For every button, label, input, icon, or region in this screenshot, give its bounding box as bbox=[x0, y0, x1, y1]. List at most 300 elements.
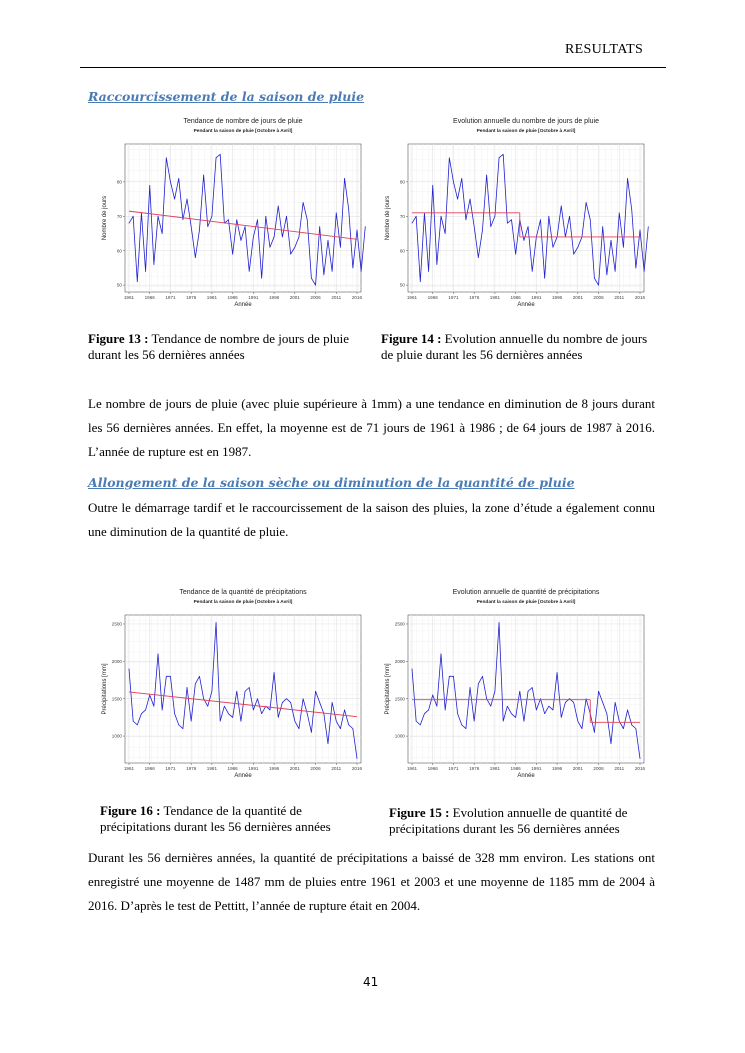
data-point bbox=[274, 672, 275, 673]
data-point bbox=[466, 219, 467, 220]
chart-title: Evolution annuelle du nombre de jours de pluie bbox=[453, 118, 599, 125]
data-point bbox=[145, 710, 146, 711]
data-point bbox=[253, 710, 254, 711]
data-point bbox=[328, 240, 329, 241]
data-point bbox=[598, 285, 599, 286]
data-point bbox=[286, 698, 287, 699]
chart-subtitle: Pendant la saison de pluie [Octobre à Avril] bbox=[476, 129, 576, 134]
data-point bbox=[245, 226, 246, 227]
x-tick-label: 1961 bbox=[406, 295, 418, 300]
data-point bbox=[561, 206, 562, 207]
data-point bbox=[582, 728, 583, 729]
y-tick-label: 80 bbox=[399, 179, 405, 185]
y-tick-label: 1000 bbox=[111, 733, 122, 739]
data-point bbox=[191, 721, 192, 722]
data-point bbox=[499, 622, 500, 623]
data-point bbox=[528, 691, 529, 692]
data-point bbox=[357, 758, 358, 759]
data-point bbox=[162, 710, 163, 711]
data-point bbox=[141, 713, 142, 714]
chart-subtitle: Pendant la saison de pluie [Octobre à Avril] bbox=[193, 129, 293, 134]
plot-panel bbox=[408, 144, 644, 292]
data-point bbox=[344, 178, 345, 179]
data-point bbox=[561, 717, 562, 718]
data-point bbox=[158, 216, 159, 217]
data-point bbox=[648, 226, 649, 227]
x-tick-label: 1986 bbox=[510, 766, 521, 771]
x-tick-label: 2011 bbox=[614, 766, 625, 771]
data-point bbox=[340, 247, 341, 248]
data-point bbox=[611, 240, 612, 241]
data-point bbox=[441, 216, 442, 217]
data-point bbox=[216, 622, 217, 623]
data-point bbox=[441, 654, 442, 655]
data-point bbox=[348, 725, 349, 726]
y-axis-label: Nombre de jours bbox=[102, 195, 108, 241]
data-point bbox=[315, 691, 316, 692]
data-point bbox=[432, 695, 433, 696]
x-tick-label: 1986 bbox=[227, 766, 238, 771]
data-point bbox=[478, 257, 479, 258]
data-point bbox=[590, 219, 591, 220]
data-point bbox=[594, 278, 595, 279]
data-point bbox=[207, 706, 208, 707]
data-point bbox=[203, 175, 204, 176]
data-point bbox=[457, 713, 458, 714]
data-point bbox=[348, 209, 349, 210]
data-point bbox=[536, 710, 537, 711]
data-point bbox=[528, 226, 529, 227]
data-point bbox=[615, 702, 616, 703]
data-point bbox=[178, 725, 179, 726]
x-tick-label: 2006 bbox=[593, 295, 604, 300]
data-point bbox=[311, 278, 312, 279]
x-tick-label: 1991 bbox=[531, 295, 542, 300]
x-tick-label: 2011 bbox=[331, 295, 342, 300]
data-point bbox=[557, 672, 558, 673]
data-point bbox=[461, 725, 462, 726]
data-point bbox=[470, 199, 471, 200]
data-point bbox=[507, 706, 508, 707]
x-tick-label: 1981 bbox=[489, 295, 501, 300]
data-point bbox=[598, 691, 599, 692]
data-point bbox=[474, 721, 475, 722]
data-point bbox=[453, 676, 454, 677]
y-tick-label: 70 bbox=[399, 213, 405, 219]
paragraph-precipitations: Durant les 56 dernières années, la quantité de précipitations a baissé de 328 mm environ. Les stations ont enregistré une moyenne de 1487 mm de pluies entre 1961 et 2003 et une moyenne de 1185 mm de 2004 à 2016. D’après le test de Pettitt, l’année de rupture était en 2004. bbox=[88, 850, 655, 913]
caption-fig15-label: Figure 15 : bbox=[389, 805, 450, 820]
y-tick-label: 2000 bbox=[111, 658, 122, 664]
data-point bbox=[503, 721, 504, 722]
data-point bbox=[145, 271, 146, 272]
data-point bbox=[249, 687, 250, 688]
data-point bbox=[245, 691, 246, 692]
data-point bbox=[212, 216, 213, 217]
data-point bbox=[278, 206, 279, 207]
data-point bbox=[553, 710, 554, 711]
data-point bbox=[619, 721, 620, 722]
x-tick-label: 2006 bbox=[593, 766, 604, 771]
caption-fig16 bbox=[100, 803, 362, 835]
data-point bbox=[133, 216, 134, 217]
data-point bbox=[515, 717, 516, 718]
x-tick-label: 1996 bbox=[551, 295, 563, 300]
x-tick-label: 1976 bbox=[186, 766, 197, 771]
data-point bbox=[606, 274, 607, 275]
data-point bbox=[594, 732, 595, 733]
data-point bbox=[478, 683, 479, 684]
data-point bbox=[270, 247, 271, 248]
data-point bbox=[228, 713, 229, 714]
x-tick-label: 2016 bbox=[634, 766, 646, 771]
data-point bbox=[515, 254, 516, 255]
data-point bbox=[573, 254, 574, 255]
caption-fig14 bbox=[381, 331, 657, 363]
y-tick-label: 60 bbox=[116, 248, 122, 254]
x-tick-label: 1971 bbox=[165, 766, 176, 771]
data-point bbox=[207, 226, 208, 227]
data-point bbox=[449, 676, 450, 677]
data-point bbox=[220, 154, 221, 155]
data-point bbox=[294, 247, 295, 248]
data-point bbox=[290, 254, 291, 255]
chart-fig15-svg bbox=[368, 585, 648, 785]
data-point bbox=[332, 702, 333, 703]
data-point bbox=[577, 247, 578, 248]
data-point bbox=[573, 702, 574, 703]
chart-fig14 bbox=[368, 114, 648, 314]
data-point bbox=[623, 728, 624, 729]
data-point bbox=[640, 230, 641, 231]
data-point bbox=[486, 698, 487, 699]
x-tick-label: 1996 bbox=[268, 766, 280, 771]
data-point bbox=[540, 219, 541, 220]
data-point bbox=[178, 178, 179, 179]
data-point bbox=[553, 247, 554, 248]
data-point bbox=[257, 219, 258, 220]
plot-panel bbox=[125, 144, 361, 292]
data-point bbox=[640, 758, 641, 759]
data-point bbox=[332, 271, 333, 272]
data-point bbox=[606, 713, 607, 714]
x-tick-label: 2006 bbox=[310, 295, 321, 300]
y-tick-label: 1000 bbox=[394, 733, 405, 739]
x-tick-label: 2016 bbox=[634, 295, 646, 300]
data-point bbox=[353, 268, 354, 269]
caption-fig13-text: Tendance de nombre de jours de pluie durant les 56 dernières années bbox=[88, 331, 350, 362]
y-axis-label: Précipitations [mm] bbox=[102, 663, 108, 715]
data-point bbox=[299, 728, 300, 729]
data-point bbox=[261, 713, 262, 714]
data-point bbox=[532, 271, 533, 272]
data-point bbox=[174, 713, 175, 714]
data-point bbox=[195, 683, 196, 684]
data-point bbox=[424, 713, 425, 714]
data-point bbox=[282, 237, 283, 238]
running-header: RESULTATS bbox=[565, 42, 644, 57]
data-point bbox=[170, 676, 171, 677]
x-tick-label: 1986 bbox=[510, 295, 521, 300]
x-tick-label: 1991 bbox=[248, 295, 259, 300]
data-point bbox=[162, 233, 163, 234]
chart-fig13 bbox=[85, 114, 365, 314]
data-point bbox=[482, 676, 483, 677]
data-point bbox=[503, 154, 504, 155]
data-point bbox=[511, 713, 512, 714]
x-tick-label: 1981 bbox=[206, 295, 218, 300]
data-point bbox=[631, 725, 632, 726]
data-point bbox=[340, 728, 341, 729]
caption-fig13 bbox=[88, 331, 356, 363]
y-tick-label: 2500 bbox=[111, 621, 122, 627]
data-point bbox=[466, 728, 467, 729]
data-point bbox=[183, 728, 184, 729]
x-tick-label: 1996 bbox=[268, 295, 280, 300]
x-axis-label: Année bbox=[517, 302, 535, 308]
x-tick-label: 2001 bbox=[289, 766, 300, 771]
data-point bbox=[294, 721, 295, 722]
x-tick-label: 1971 bbox=[448, 295, 459, 300]
x-tick-label: 1976 bbox=[469, 766, 480, 771]
data-point bbox=[548, 216, 549, 217]
x-tick-label: 1976 bbox=[469, 295, 480, 300]
data-point bbox=[586, 202, 587, 203]
x-tick-label: 1966 bbox=[427, 766, 438, 771]
data-point bbox=[224, 706, 225, 707]
x-axis-label: Année bbox=[517, 773, 535, 779]
data-point bbox=[495, 216, 496, 217]
data-point bbox=[311, 732, 312, 733]
data-point bbox=[174, 199, 175, 200]
data-point bbox=[241, 721, 242, 722]
data-point bbox=[499, 157, 500, 158]
data-point bbox=[631, 209, 632, 210]
data-point bbox=[257, 698, 258, 699]
x-axis-label: Année bbox=[234, 773, 252, 779]
data-point bbox=[129, 223, 130, 224]
data-point bbox=[432, 185, 433, 186]
data-point bbox=[544, 278, 545, 279]
data-point bbox=[183, 219, 184, 220]
data-point bbox=[474, 226, 475, 227]
data-point bbox=[445, 710, 446, 711]
data-point bbox=[611, 743, 612, 744]
caption-fig15-text: Evolution annuelle de quantité de précipitations durant les 56 dernières années bbox=[389, 805, 628, 836]
data-point bbox=[602, 226, 603, 227]
chart-title: Evolution annuelle de quantité de précipitations bbox=[452, 589, 600, 596]
y-tick-label: 2500 bbox=[394, 621, 405, 627]
data-point bbox=[428, 271, 429, 272]
chart-fig15 bbox=[368, 585, 648, 785]
data-point bbox=[453, 182, 454, 183]
data-point bbox=[636, 728, 637, 729]
data-point bbox=[544, 713, 545, 714]
data-point bbox=[149, 185, 150, 186]
chart-title: Tendance de nombre de jours de pluie bbox=[183, 118, 303, 125]
x-tick-label: 2016 bbox=[351, 766, 363, 771]
x-tick-label: 1976 bbox=[186, 295, 197, 300]
data-point bbox=[216, 157, 217, 158]
chart-fig16 bbox=[85, 585, 365, 785]
data-point bbox=[133, 721, 134, 722]
data-point bbox=[270, 710, 271, 711]
x-tick-label: 1991 bbox=[531, 766, 542, 771]
x-tick-label: 1966 bbox=[144, 295, 155, 300]
data-point bbox=[437, 264, 438, 265]
data-point bbox=[253, 237, 254, 238]
section-title-allongement: Allongement de la saison sèche ou diminution de la quantité de pluie bbox=[88, 475, 575, 490]
data-point bbox=[282, 702, 283, 703]
y-tick-label: 1500 bbox=[394, 696, 405, 702]
caption-fig16-text: Tendance de la quantité de précipitations durant les 56 dernières années bbox=[100, 803, 331, 834]
data-point bbox=[445, 233, 446, 234]
x-tick-label: 1996 bbox=[551, 766, 563, 771]
chart-title: Tendance de la quantité de précipitations bbox=[179, 589, 307, 596]
data-point bbox=[323, 274, 324, 275]
page-number: 41 bbox=[363, 975, 379, 989]
data-point bbox=[507, 223, 508, 224]
x-tick-label: 1971 bbox=[165, 295, 176, 300]
x-tick-label: 2011 bbox=[614, 295, 625, 300]
data-point bbox=[319, 702, 320, 703]
data-point bbox=[361, 271, 362, 272]
data-point bbox=[627, 178, 628, 179]
data-point bbox=[524, 721, 525, 722]
data-point bbox=[416, 216, 417, 217]
data-point bbox=[548, 706, 549, 707]
data-point bbox=[154, 264, 155, 265]
data-point bbox=[636, 268, 637, 269]
data-point bbox=[586, 698, 587, 699]
x-tick-label: 2016 bbox=[351, 295, 363, 300]
data-point bbox=[428, 710, 429, 711]
x-tick-label: 2001 bbox=[572, 295, 583, 300]
x-tick-label: 1961 bbox=[406, 766, 418, 771]
data-point bbox=[265, 216, 266, 217]
data-point bbox=[129, 668, 130, 669]
x-tick-label: 2001 bbox=[289, 295, 300, 300]
data-point bbox=[137, 725, 138, 726]
y-axis-label: Précipitations [mm] bbox=[385, 663, 391, 715]
data-point bbox=[577, 721, 578, 722]
y-axis-label: Nombre de jours bbox=[385, 195, 391, 241]
data-point bbox=[286, 216, 287, 217]
data-point bbox=[170, 182, 171, 183]
data-point bbox=[187, 199, 188, 200]
data-point bbox=[336, 721, 337, 722]
data-point bbox=[357, 230, 358, 231]
data-point bbox=[449, 157, 450, 158]
data-point bbox=[187, 687, 188, 688]
data-point bbox=[307, 713, 308, 714]
caption-fig14-label: Figure 14 : bbox=[381, 331, 442, 346]
y-tick-label: 70 bbox=[116, 213, 122, 219]
caption-fig15 bbox=[389, 805, 661, 837]
data-point bbox=[416, 721, 417, 722]
data-point bbox=[241, 240, 242, 241]
caption-fig16-label: Figure 16 : bbox=[100, 803, 161, 818]
x-tick-label: 1981 bbox=[489, 766, 501, 771]
paragraph-diminution: Outre le démarrage tardif et le raccourcissement de la saison des pluies, la zone d’étude a également connu une diminution de la quantité de pluie. bbox=[88, 500, 655, 539]
data-point bbox=[420, 725, 421, 726]
data-point bbox=[191, 226, 192, 227]
x-tick-label: 2011 bbox=[331, 766, 342, 771]
data-point bbox=[365, 226, 366, 227]
data-point bbox=[353, 728, 354, 729]
x-tick-label: 1961 bbox=[123, 295, 135, 300]
data-point bbox=[249, 271, 250, 272]
data-point bbox=[627, 710, 628, 711]
x-tick-label: 1966 bbox=[427, 295, 438, 300]
data-point bbox=[420, 281, 421, 282]
x-tick-label: 1961 bbox=[123, 766, 135, 771]
data-point bbox=[274, 237, 275, 238]
x-tick-label: 1981 bbox=[206, 766, 218, 771]
data-point bbox=[236, 691, 237, 692]
data-point bbox=[303, 202, 304, 203]
data-point bbox=[490, 226, 491, 227]
header-rule bbox=[80, 67, 666, 68]
data-point bbox=[540, 698, 541, 699]
data-point bbox=[344, 710, 345, 711]
y-tick-label: 1500 bbox=[111, 696, 122, 702]
data-point bbox=[644, 271, 645, 272]
data-point bbox=[166, 157, 167, 158]
data-point bbox=[569, 216, 570, 217]
y-tick-label: 80 bbox=[116, 179, 122, 185]
x-tick-label: 2001 bbox=[572, 766, 583, 771]
y-tick-label: 50 bbox=[116, 282, 122, 288]
x-tick-label: 2006 bbox=[310, 766, 321, 771]
data-point bbox=[457, 199, 458, 200]
data-point bbox=[315, 285, 316, 286]
x-tick-label: 1971 bbox=[448, 766, 459, 771]
chart-subtitle: Pendant la saison de pluie [Octobre à Avril] bbox=[476, 600, 576, 605]
chart-fig16-svg bbox=[85, 585, 365, 785]
data-point bbox=[154, 706, 155, 707]
data-point bbox=[470, 687, 471, 688]
data-point bbox=[615, 271, 616, 272]
data-point bbox=[307, 219, 308, 220]
chart-fig13-svg bbox=[85, 114, 365, 314]
data-point bbox=[490, 706, 491, 707]
data-point bbox=[228, 219, 229, 220]
data-point bbox=[336, 212, 337, 213]
y-tick-label: 60 bbox=[399, 248, 405, 254]
data-point bbox=[565, 702, 566, 703]
data-point bbox=[623, 247, 624, 248]
data-point bbox=[519, 691, 520, 692]
data-point bbox=[532, 687, 533, 688]
data-point bbox=[319, 226, 320, 227]
data-point bbox=[303, 698, 304, 699]
data-point bbox=[195, 257, 196, 258]
y-tick-label: 2000 bbox=[394, 658, 405, 664]
data-point bbox=[199, 230, 200, 231]
data-point bbox=[236, 219, 237, 220]
caption-fig14-text: Evolution annuelle du nombre de jours de pluie durant les 56 dernières années bbox=[381, 331, 648, 362]
data-point bbox=[232, 254, 233, 255]
data-point bbox=[278, 717, 279, 718]
paragraph-jours-pluie: Le nombre de jours de pluie (avec pluie supérieure à 1mm) a une tendance en diminution de 8 jours durant les 56 dernières années. En effet, la moyenne est de 71 jours de 1961 à 1986 ; de 64 jours de 1987 à 2016. L’année de rupture est en 1987. bbox=[88, 396, 655, 459]
data-point bbox=[412, 668, 413, 669]
data-point bbox=[619, 212, 620, 213]
data-point bbox=[212, 691, 213, 692]
data-point bbox=[524, 240, 525, 241]
data-point bbox=[461, 178, 462, 179]
data-point bbox=[220, 721, 221, 722]
x-tick-label: 1966 bbox=[144, 766, 155, 771]
